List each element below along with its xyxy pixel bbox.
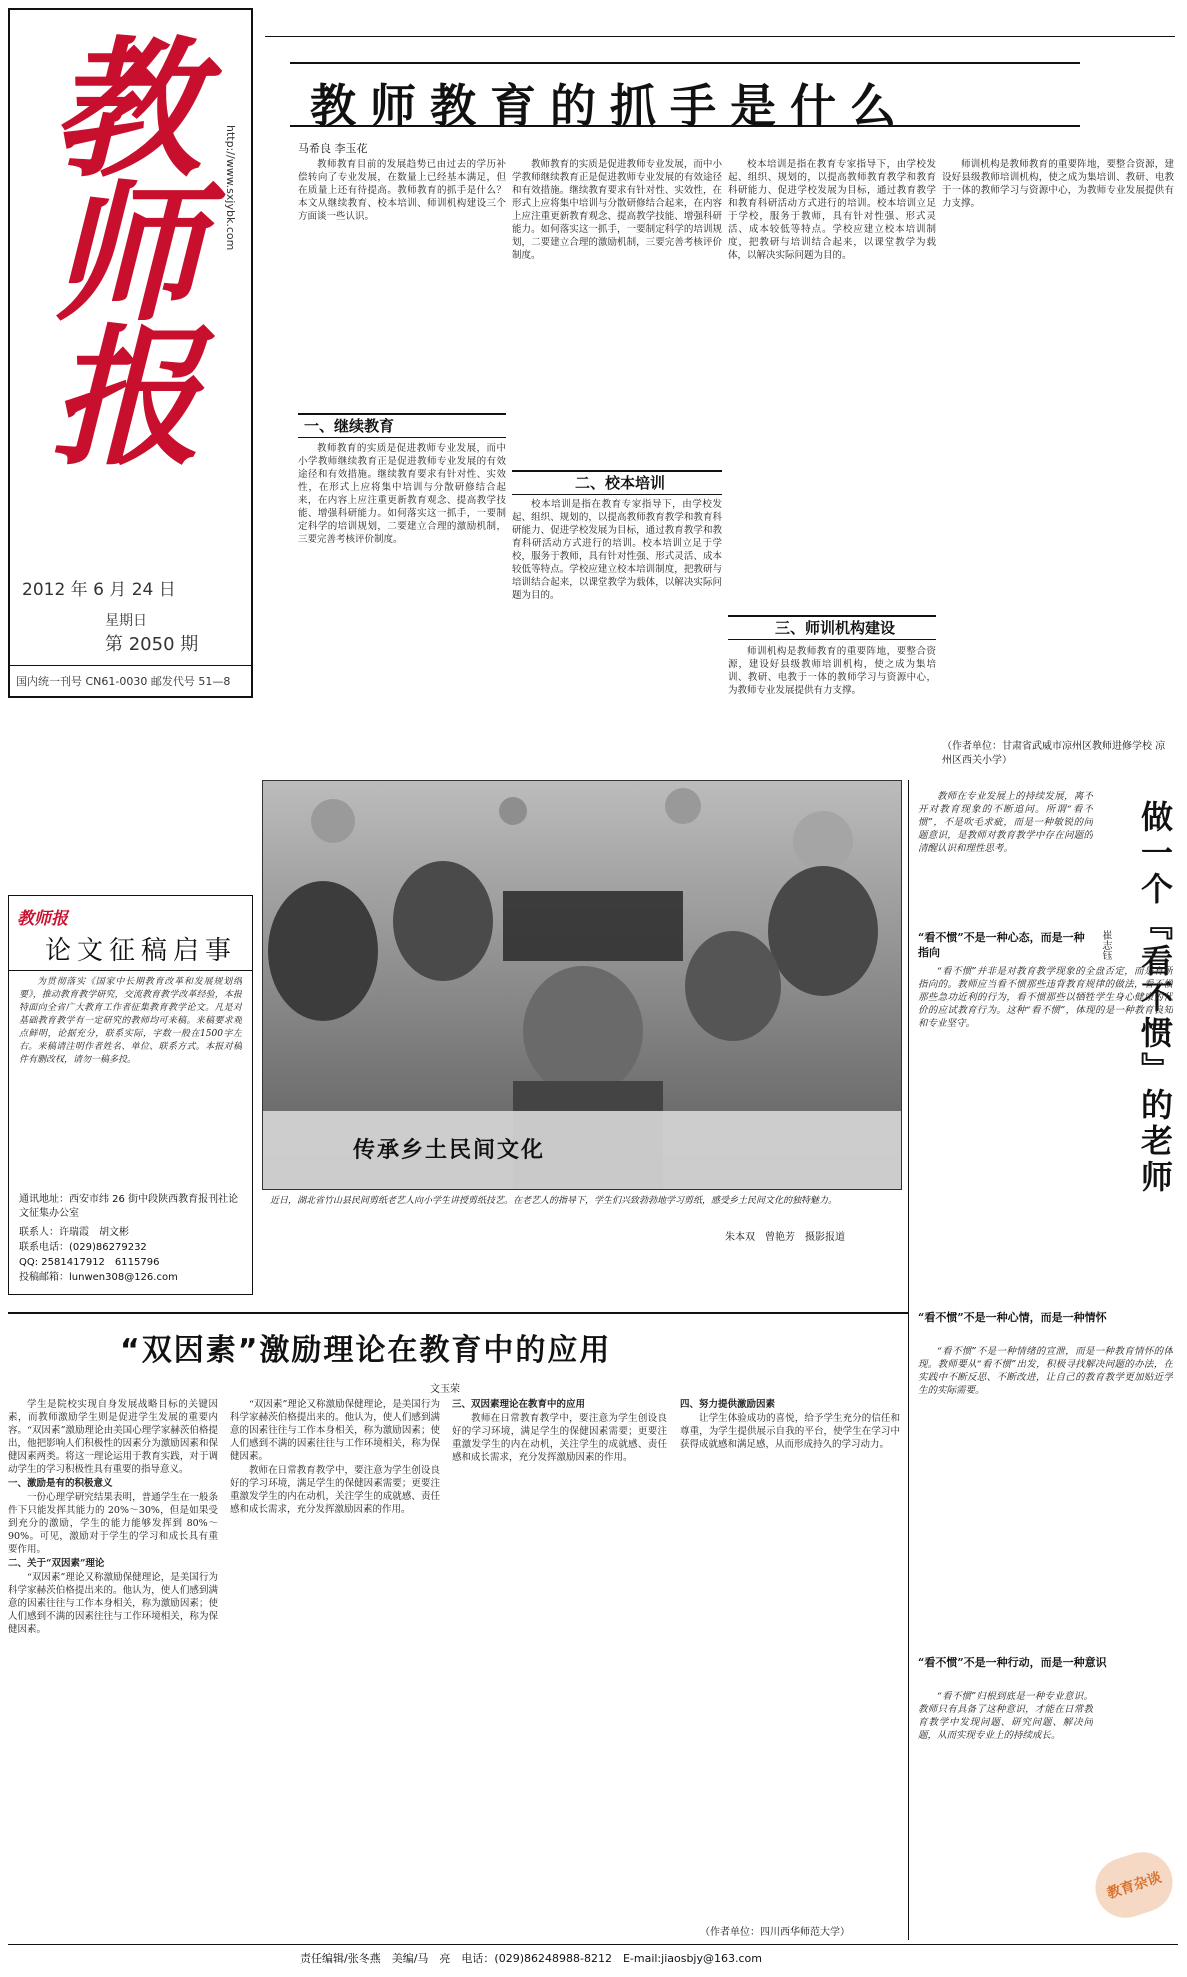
article1-section2-title: 二、校本培训 (512, 470, 722, 495)
article1-authors: 马希良 李玉花 (298, 142, 368, 155)
column-sub1-body (918, 965, 1173, 1305)
article2-col4 (680, 1398, 900, 1918)
column-intro (918, 790, 1093, 925)
essay-notice-logo: 教师报 (17, 909, 68, 929)
article2-col2-text: “双因素”理论又称激励保健理论，是美国行为科学家赫茨伯格提出来的。他认为，使人们感到满意的因素往往与工作本身相关，称为激励因素；使人们感到不满的因素往往与工作环境相关，称为保健因素。 (230, 1399, 440, 1462)
article1-col4-text: 师训机构是教师教育的重要阵地，要整合资源，建设好县级教师培训机构，使之成为集培训、教研、电教于一体的教师学习与资源中心，为教师专业发展提供有力支撑。 (942, 159, 1174, 209)
article2-col2 (230, 1398, 440, 1938)
masthead-weekday: 星期日 (105, 613, 147, 629)
article2-sub2: 二、关于“双因素”理论 (8, 1558, 105, 1569)
column-sub2-body (918, 1345, 1173, 1645)
article2-body5: 让学生体验成功的喜悦，给予学生充分的信任和尊重，为学生提供展示自我的平台，使学生在学习中获得成就感和满足感，从而形成持久的学习动力。 (680, 1413, 900, 1450)
column-intro-text: 教师在专业发展上的持续发展，离不开对教育现象的不断追问。所谓“看不惯”，不是吹毛求疵，而是一种敏锐的问题意识，是教师对教育教学中存在问题的清醒认识和理性思考。 (918, 791, 1093, 854)
article1-section1 (298, 442, 506, 767)
masthead-divider (10, 665, 251, 666)
article1-section1-title: 一、继续教育 (298, 413, 506, 438)
essay-notice-phone: 联系电话：(029)86279232 (19, 1242, 147, 1253)
footer-rule (8, 1944, 1178, 1945)
photo-credit: 朱本双 曾艳芳 摄影报道 (725, 1232, 845, 1243)
article1-col3-text: 校本培训是指在教育专家指导下，由学校发起、组织、规划的，以提高教师教育教学和教育科研能力、促进学校发展为目标，通过教育教学和教育科研活动方式进行的培训。校本培训立足于学校，服务于教师，具有针对性强、形式灵活、成本较低等特点。学校应建立校本培训制度，把教研与培训结合起来，以课堂教学为载体，以解决实际问题为目的。 (728, 159, 936, 261)
article2-author-note: （作者单位：四川西华师范大学） (700, 1927, 850, 1938)
photo-frame (262, 780, 902, 1190)
article2-body1: 学生是院校实现自身发展战略目标的关键因素，而教师激励学生则是促进学生发展的重要内容。“双因素”激励理论由美国心理学家赫茨伯格提出，他把影响人们积极性的因素分为激励因素和保健因素两类。将这一理论运用于教育实践，对于调动学生的学习积极性具有重要的指导意义。 (8, 1399, 218, 1475)
article2-top-rule (8, 1312, 908, 1314)
column-divider (908, 780, 909, 1940)
essay-notice (8, 895, 253, 1295)
essay-notice-body (19, 976, 242, 1186)
masthead-date: 2012 年 6 月 24 日 (22, 580, 176, 600)
column-sub3-body-text: “看不惯”归根到底是一种专业意识。教师只有具备了这种意识，才能在日常教育教学中发现问题、研究问题、解决问题，从而实现专业上的持续成长。 (918, 1691, 1093, 1741)
column-author: 崔志钰 (1100, 930, 1111, 960)
column-sub2: “看不惯”不是一种心情，而是一种情怀 (918, 1311, 1107, 1324)
article1-intro: 教师教育目前的发展趋势已由过去的学历补偿转向了专业发展，在数量上已经基本满足，但在质量上还有待提高。教师教育的抓手是什么？本文从继续教育、校本培训、师训机构建设三个方面谈一些认识。 (298, 159, 506, 222)
masthead-logo: 教师报 (25, 30, 201, 462)
photo-title: 传承乡土民间文化 (353, 1137, 546, 1163)
article2-author: 文玉荣 (430, 1384, 460, 1395)
masthead (8, 8, 253, 698)
article1-section3-body: 师训机构是教师教育的重要阵地，要整合资源，建设好县级教师培训机构，使之成为集培训、教研、电教于一体的教师学习与资源中心，为教师专业发展提供有力支撑。 (728, 646, 936, 696)
article2-title: “双因素”激励理论在教育中的应用 (120, 1333, 612, 1368)
essay-notice-title: 论文征稿启事 (45, 936, 238, 966)
column-sub3-body (918, 1690, 1093, 1930)
essay-notice-email: 投稿邮箱：lunwen308@126.com (19, 1272, 178, 1283)
column-sub1-body-text: “看不惯”并非是对教育教学现象的全盘否定，而是有所指向的。教师应当看不惯那些违背教育规律的做法，看不惯那些急功近利的行为，看不惯那些以牺牲学生身心健康为代价的应试教育行为。这种“看不惯”，体现的是一种教育良知和专业坚守。 (918, 966, 1173, 1029)
article1-col4 (942, 158, 1174, 718)
article1-section1-body: 教师教育的实质是促进教师专业发展，而中小学教师继续教育正是促进教师专业发展的有效途径和有效措施。继续教育要求有针对性、实效性，在形式上应将集中培训与分散研修结合起来，在内容上应注重更新教育观念、提高教学技能、增强科研能力。如何落实这一抓手，一要制定科学的培训规划，二要建立合理的激励机制，三要完善考核评价制度。 (298, 443, 506, 545)
essay-notice-address: 通讯地址：西安市纬 26 街中段陕西教育报刊社论文征集办公室 (19, 1194, 239, 1219)
article2-col2-text2: 教师在日常教育教学中，要注意为学生创设良好的学习环境，满足学生的保健因素需要；更要注重激发学生的内在动机，关注学生的成就感、责任感和成长需求，充分发挥激励因素的作用。 (230, 1465, 440, 1515)
article1-section2-body: 校本培训是指在教育专家指导下，由学校发起、组织、规划的，以提高教师教育教学和教育科研能力、促进学校发展为目标，通过教育教学和教育科研活动方式进行的培训。校本培训立足于学校，服务于教师，具有针对性强、形式灵活、成本较低等特点。学校应建立校本培训制度，把教研与培训结合起来，以课堂教学为载体，以解决实际问题为目的。 (512, 499, 722, 601)
article2-body3: “双因素”理论又称激励保健理论，是美国行为科学家赫茨伯格提出来的。他认为，使人们感到满意的因素往往与工作本身相关，称为激励因素；使人们感到不满的因素往往与工作环境相关，称为保健因素。 (8, 1572, 218, 1635)
masthead-issue: 第 2050 期 (105, 634, 199, 655)
article1-col2-text: 教师教育的实质是促进教师专业发展，而中小学教师继续教育正是促进教师专业发展的有效途径和有效措施。继续教育要求有针对性、实效性，在形式上应将集中培训与分散研修结合起来，在内容上应注重更新教育观念、提高教学技能、增强科研能力。如何落实这一抓手，一要制定科学的培训规划，二要建立合理的激励机制，三要完善考核评价制度。 (512, 159, 722, 261)
essay-notice-divider (9, 970, 252, 971)
column-sub1: “看不惯”不是一种心态，而是一种指向 (918, 931, 1085, 959)
photo-image (263, 781, 902, 1190)
column-title: 做一个『看不惯』的老师 (1136, 800, 1174, 1196)
photo-caption: 近日，湖北省竹山县民间剪纸老艺人向小学生讲授剪纸技艺。在老艺人的指导下，学生们兴致勃勃地学习剪纸，感受乡土民间文化的独特魅力。 (270, 1196, 838, 1206)
article2-body2: 一份心理学研究结果表明，普通学生在一般条件下只能发挥其能力的 20%～30%，但是如果受到充分的激励，学生的能力能够发挥到 80%～90%。可见，激励对于学生的学习和成长具有重要作用。 (8, 1492, 218, 1555)
article2-sub4: 四、努力提供激励因素 (680, 1399, 776, 1410)
article1-section2 (512, 498, 722, 768)
article2-col1 (8, 1398, 218, 1938)
article2-body4: 教师在日常教育教学中，要注意为学生创设良好的学习环境，满足学生的保健因素需要；更要注重激发学生的内在动机，关注学生的成就感、责任感和成长需求，充分发挥激励因素的作用。 (452, 1413, 667, 1463)
essay-notice-qq: QQ: 2581417912 6115796 (19, 1257, 160, 1268)
article1-col3 (728, 158, 936, 603)
article1-col2 (512, 158, 722, 468)
footer-text: 责任编辑/张冬燕 美编/马 亮 电话：(029)86248988-8212 E-mail:jiaosbjy@163.com (300, 1952, 762, 1965)
article1-author-note: （作者单位：甘肃省武威市凉州区教师进修学校 凉州区西关小学） (942, 741, 1166, 766)
headline-rule (265, 36, 1175, 37)
headline-box (290, 62, 1080, 133)
masthead-registration: 国内统一刊号 CN61-0030 邮发代号 51—8 (16, 675, 231, 688)
article1-section3-title: 三、师训机构建设 (728, 615, 936, 640)
article2-sub1: 一、激励是有的积极意义 (8, 1478, 113, 1489)
column-stamp (1088, 1844, 1181, 1925)
masthead-url: http://www.sxjybk.com (224, 125, 237, 251)
article1-col1 (298, 158, 506, 408)
article2-col3 (452, 1398, 667, 1938)
essay-notice-contact: 联系人：许瑞霞 胡文彬 (19, 1227, 129, 1238)
column-stamp-text: 教育杂谈 (1105, 1869, 1164, 1903)
column-sub2-body-text: “看不惯”不是一种情绪的宣泄，而是一种教育情怀的体现。教师要从“看不惯”出发，积极寻找解决问题的办法，在实践中不断反思、不断改进，让自己的教育教学更加贴近学生的实际需要。 (918, 1346, 1173, 1396)
essay-notice-body-text: 为贯彻落实《国家中长期教育改革和发展规划纲要》，推动教育教学研究，交流教育教学改革经验，本报特面向全省广大教育工作者征集教育教学论文。凡是对基础教育教学有一定研究的教师均可来稿。来稿要求观点鲜明，论据充分，联系实际，字数一般在1500字左右。来稿请注明作者姓名、单位、联系方式。本报对稿件有删改权，请勿一稿多投。 (19, 977, 242, 1065)
column-sub3: “看不惯”不是一种行动，而是一种意识 (918, 1656, 1107, 1669)
headline-title: 教师教育的抓手是什么 (310, 79, 910, 133)
article2-sub3: 三、双因素理论在教育中的应用 (452, 1399, 586, 1410)
article1-section3 (728, 645, 936, 770)
